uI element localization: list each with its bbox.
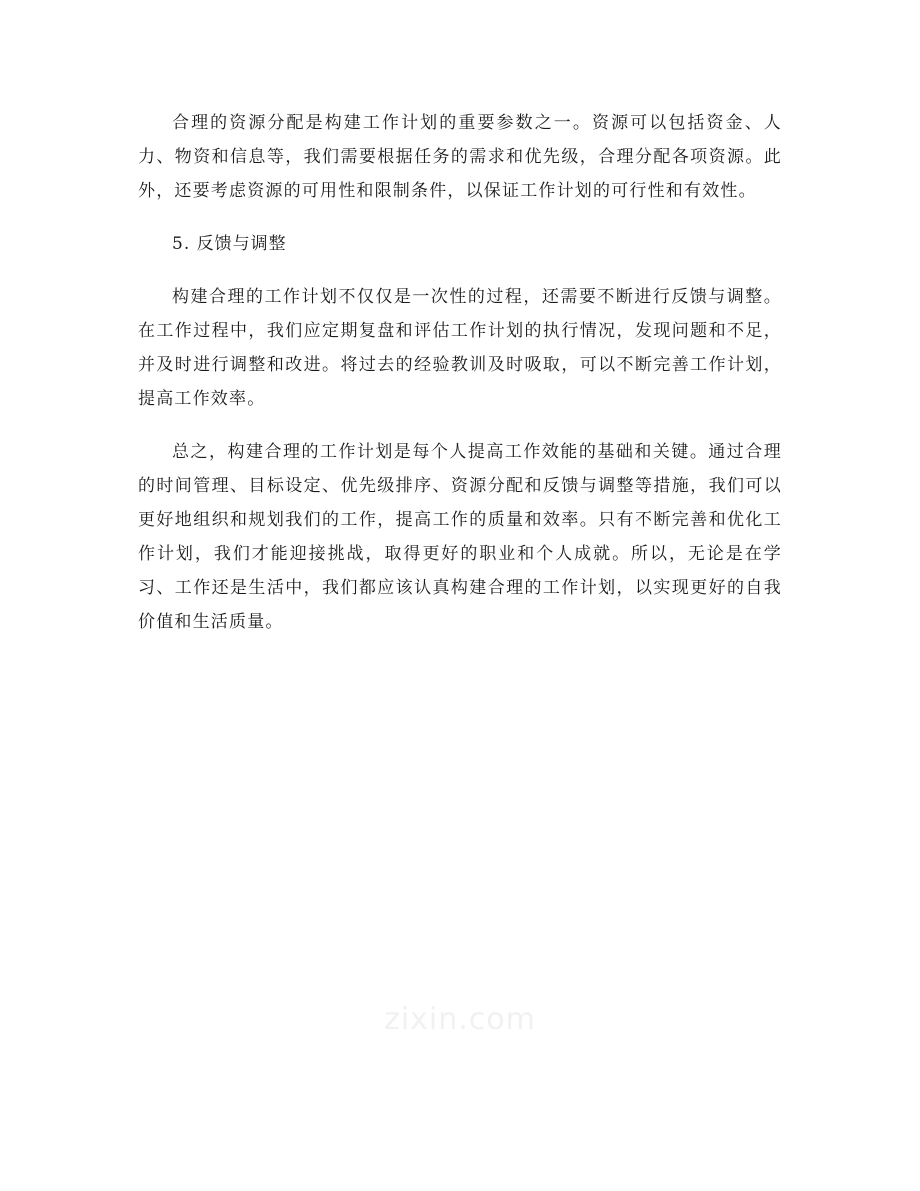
watermark-text: zixin.com bbox=[384, 1002, 536, 1037]
section-heading-feedback-adjustment: 5. 反馈与调整 bbox=[172, 234, 287, 254]
paragraph-feedback-adjustment: 构建合理的工作计划不仅仅是一次性的过程，还需要不断进行反馈与调整。在工作过程中，我们应定期复盘和评估工作计划的执行情况，发现问题和不足，并及时进行调整和改进。将过去的经验教训及时吸取，可以不断完善工作计划，提高工作效率。 bbox=[138, 287, 782, 409]
paragraph-resource-allocation: 合理的资源分配是构建工作计划的重要参数之一。资源可以包括资金、人力、物资和信息等，我们需要根据任务的需求和优先级，合理分配各项资源。此外，还要考虑资源的可用性和限制条件，以保证工作计划的可行性和有效性。 bbox=[138, 113, 782, 201]
paragraph-conclusion: 总之，构建合理的工作计划是每个人提高工作效能的基础和关键。通过合理的时间管理、目标设定、优先级排序、资源分配和反馈与调整等措施，我们可以更好地组织和规划我们的工作，提高工作的质量和效率。只有不断完善和优化工作计划，我们才能迎接挑战，取得更好的职业和个人成就。所以，无论是在学习、工作还是生活中，我们都应该认真构建合理的工作计划，以实现更好的自我价值和生活质量。 bbox=[138, 442, 782, 632]
document-body bbox=[138, 106, 782, 639]
